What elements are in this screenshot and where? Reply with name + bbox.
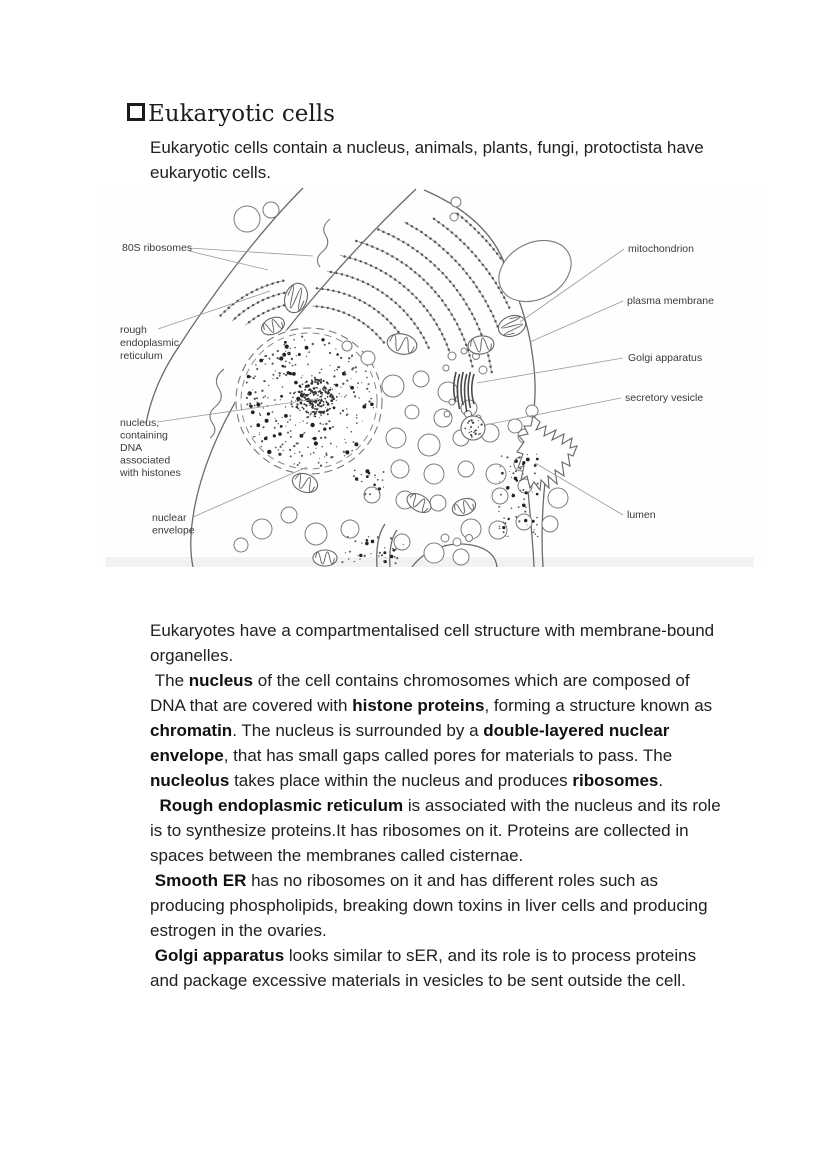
text-run: , forming a structure known as (484, 696, 717, 715)
paragraph (150, 668, 728, 793)
paragraph (150, 618, 728, 668)
label-nucleus-line3: DNA (120, 442, 143, 454)
label-nucleus-line5: with histones (120, 467, 181, 479)
text-run: Eukaryotes have a compartmentalised cell structure with membrane-bound organelles. (150, 621, 719, 665)
page-title (127, 99, 335, 129)
label-mitochondrion: mitochondrion (628, 243, 694, 255)
bold-term: double-layered nuclear envelope (150, 721, 675, 765)
label-nuclear-envelope-line1: nuclear (152, 512, 187, 524)
label-golgi-apparatus: Golgi apparatus (628, 352, 703, 364)
bold-term: Smooth ER (154, 871, 247, 890)
label-rough-er-line3: reticulum (120, 350, 163, 362)
label-80s-ribosomes: 80S ribosomes (122, 242, 193, 254)
bold-term: Golgi apparatus (154, 946, 285, 965)
intro-paragraph: Eukaryotic cells contain a nucleus, animals, plants, fungi, protoctista have eukaryotic cells. (150, 138, 709, 182)
label-secretory-vesicle: secretory vesicle (625, 392, 704, 404)
label-rough-er-line1: rough (120, 324, 147, 336)
text-run: , that has small gaps called pores for materials to pass. The (223, 746, 677, 765)
label-nuclear-envelope-line2: envelope (152, 524, 195, 537)
text-run: The (150, 671, 189, 690)
text-run: takes place within the nucleus and produces (229, 771, 573, 790)
label-nucleus-line1: nucleus, (120, 417, 160, 429)
bold-term: nucleus (188, 671, 254, 690)
text-run: has no ribosomes on it and has different roles such as producing phospholipids, breaking down toxins in liver cells and producing estrogen in the ovaries. (150, 871, 713, 940)
cell-diagram-figure (100, 186, 762, 567)
bold-term: Rough endoplasmic reticulum (159, 796, 404, 815)
checkbox-bullet-icon (127, 103, 145, 121)
bold-term: nucleolus (150, 771, 230, 790)
bold-term: histone proteins (352, 696, 485, 715)
label-nucleus-line2: containing (120, 429, 168, 442)
paragraph (150, 793, 728, 868)
paragraph (150, 943, 728, 993)
nucleus-drawing (235, 327, 383, 475)
paragraph (150, 868, 728, 943)
label-rough-er-line2: endoplasmic (120, 337, 179, 349)
label-lumen: lumen (627, 509, 656, 521)
text-run: looks similar to sER, and its role is to process proteins and package excessive materials in vesicles to be sent outside the cell. (150, 946, 701, 990)
text-run: . The nucleus is surrounded by a (232, 721, 484, 740)
label-plasma-membrane: plasma membrane (627, 295, 714, 307)
bold-term: ribosomes (572, 771, 659, 790)
text-run: is associated with the nucleus and its role is to synthesize proteins.It has ribosomes on it. Proteins are collected in spaces between the membranes called cisternae. (150, 796, 726, 865)
text-run: . (658, 771, 664, 790)
page-title-text: Eukaryotic cells (148, 101, 335, 127)
bold-term: chromatin (150, 721, 233, 740)
label-nucleus-line4: associated (120, 454, 171, 467)
cell-diagram (100, 186, 762, 567)
body-text (150, 618, 728, 993)
text-run: of the cell contains chromosomes which are composed of DNA that are covered with (150, 671, 695, 715)
